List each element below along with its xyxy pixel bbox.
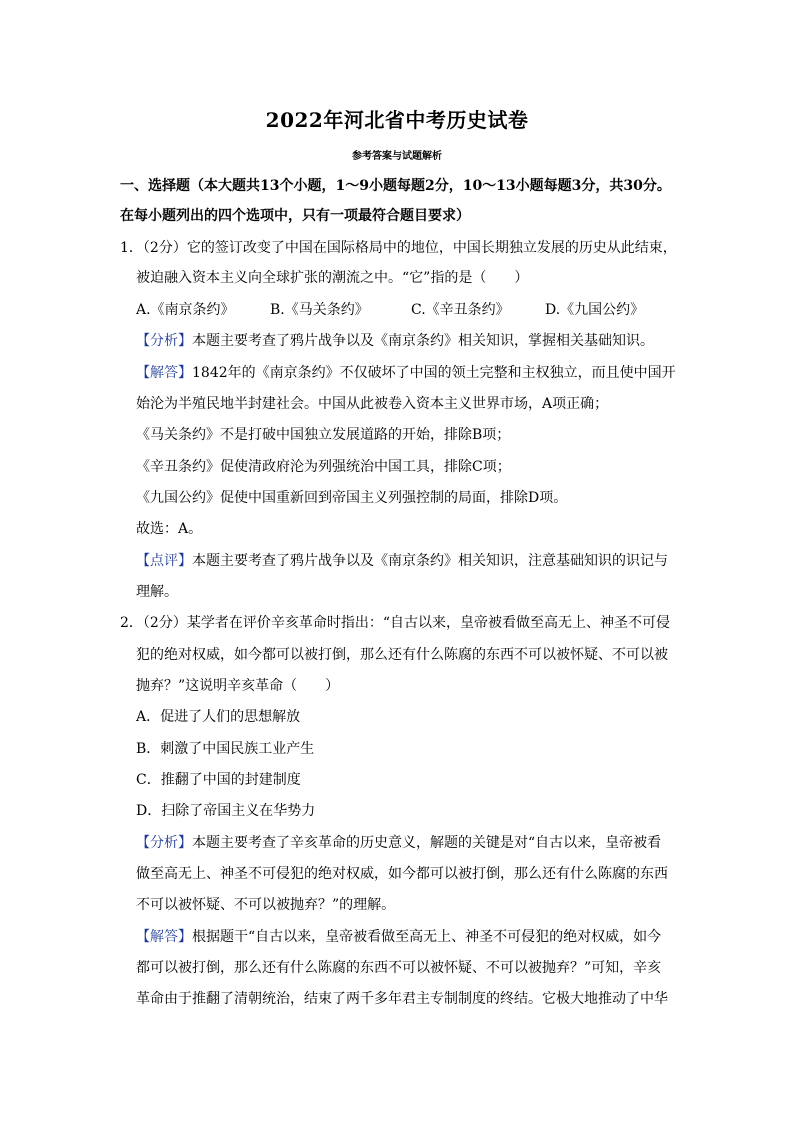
q2-answer-line-3: 革命由于推翻了清朝统治，结束了两千多年君主专制制度的终结。它极大地推动了中华 (136, 991, 668, 1007)
q2-analysis-line-2: 做至高无上、神圣不可侵犯的绝对权威，如今都可以被打倒，那么还有什么陈腐的东西 (136, 866, 668, 882)
q2-stem-line-2: 犯的绝对权威，如今都可以被打倒，那么还有什么陈腐的东西不可以被怀疑、不可以被 (136, 647, 668, 663)
q2-answer-line-1 (136, 927, 661, 947)
q1-answer-line-1 (136, 363, 676, 383)
q1-analysis-tag: 【分析】 (136, 333, 192, 349)
q1-answer-tag: 【解答】 (136, 365, 192, 381)
q2-option-b: B．刺激了中国民族工业产生 (136, 741, 315, 757)
q2-stem-line-3: 抛弃？”这说明辛亥革命（ ） (136, 678, 340, 694)
q1-answer-line-2: 始沦为半殖民地半封建社会。中国从此被卷入资本主义世界市场，A项正确； (136, 396, 609, 412)
q2-answer-text-1: 根据题干“自古以来，皇帝被看做至高无上、神圣不可侵犯的绝对权威，如今 (192, 929, 662, 945)
q1-stem-line-2: 被迫融入资本主义向全球扩张的潮流之中。“它”指的是（ ） (136, 270, 529, 286)
q1-option-a: A.《南京条约》 (136, 302, 235, 318)
q2-analysis-tag: 【分析】 (136, 835, 192, 851)
q2-analysis-line-3: 不可以被怀疑、不可以被抛弃？”的理解。 (136, 897, 396, 913)
q1-answer-line-5: 《九国公约》促使中国重新回到帝国主义列强控制的局面，排除D项。 (136, 490, 568, 506)
q2-option-a: A．促进了人们的思想解放 (136, 709, 301, 725)
q1-comment-line-1 (136, 551, 668, 571)
page-title: 2022年河北省中考历史试卷 (265, 108, 529, 132)
q1-stem-line-1: 1．（2分）它的签订改变了中国在国际格局中的地位，中国长期独立发展的历史从此结束， (120, 240, 677, 256)
section-heading-line-1: 一、选择题（本大题共13个小题，1～9小题每题2分，10～13小题每题3分，共30分。 (120, 178, 671, 194)
page-subtitle: 参考答案与试题解析 (352, 151, 442, 162)
q2-analysis-text-1: 本题主要考查了辛亥革命的历史意义，解题的关键是对“自古以来，皇帝被看 (192, 835, 662, 851)
q1-comment-text-1: 本题主要考查了鸦片战争以及《南京条约》相关知识，注意基础知识的识记与 (192, 553, 668, 569)
q1-analysis (136, 331, 654, 351)
q1-choice: 故选：A。 (136, 521, 203, 537)
q2-option-c: C．推翻了中国的封建制度 (136, 772, 301, 788)
q1-answer-line-4: 《辛丑条约》促使清政府沦为列强统治中国工具，排除C项； (136, 459, 511, 475)
q2-option-d: D．扫除了帝国主义在华势力 (136, 803, 316, 819)
q1-comment-tag: 【点评】 (136, 553, 192, 569)
q2-answer-tag: 【解答】 (136, 929, 192, 945)
q1-option-c: C.《辛丑条约》 (411, 302, 510, 318)
q2-answer-line-2: 都可以被打倒，那么还有什么陈腐的东西不可以被怀疑、不可以被抛弃？”可知，辛亥 (136, 960, 662, 976)
q1-answer-text-1: 1842年的《南京条约》不仅破坏了中国的领土完整和主权独立，而且使中国开 (192, 365, 676, 381)
q1-comment-line-2: 理解。 (136, 584, 178, 600)
q2-stem-line-1: 2．（2分）某学者在评价辛亥革命时指出：“自古以来，皇帝被看做至高无上、神圣不可侵 (120, 615, 670, 631)
section-heading-line-2: 在每小题列出的四个选项中，只有一项最符合题目要求） (120, 208, 470, 224)
q1-option-d: D.《九国公约》 (545, 302, 645, 318)
q1-analysis-text: 本题主要考查了鸦片战争以及《南京条约》相关知识，掌握相关基础知识。 (192, 333, 654, 349)
q1-option-b: B.《马关条约》 (270, 302, 369, 318)
q2-analysis-line-1 (136, 833, 661, 853)
q1-answer-line-3: 《马关条约》不是打破中国独立发展道路的开始，排除B项； (136, 427, 511, 443)
